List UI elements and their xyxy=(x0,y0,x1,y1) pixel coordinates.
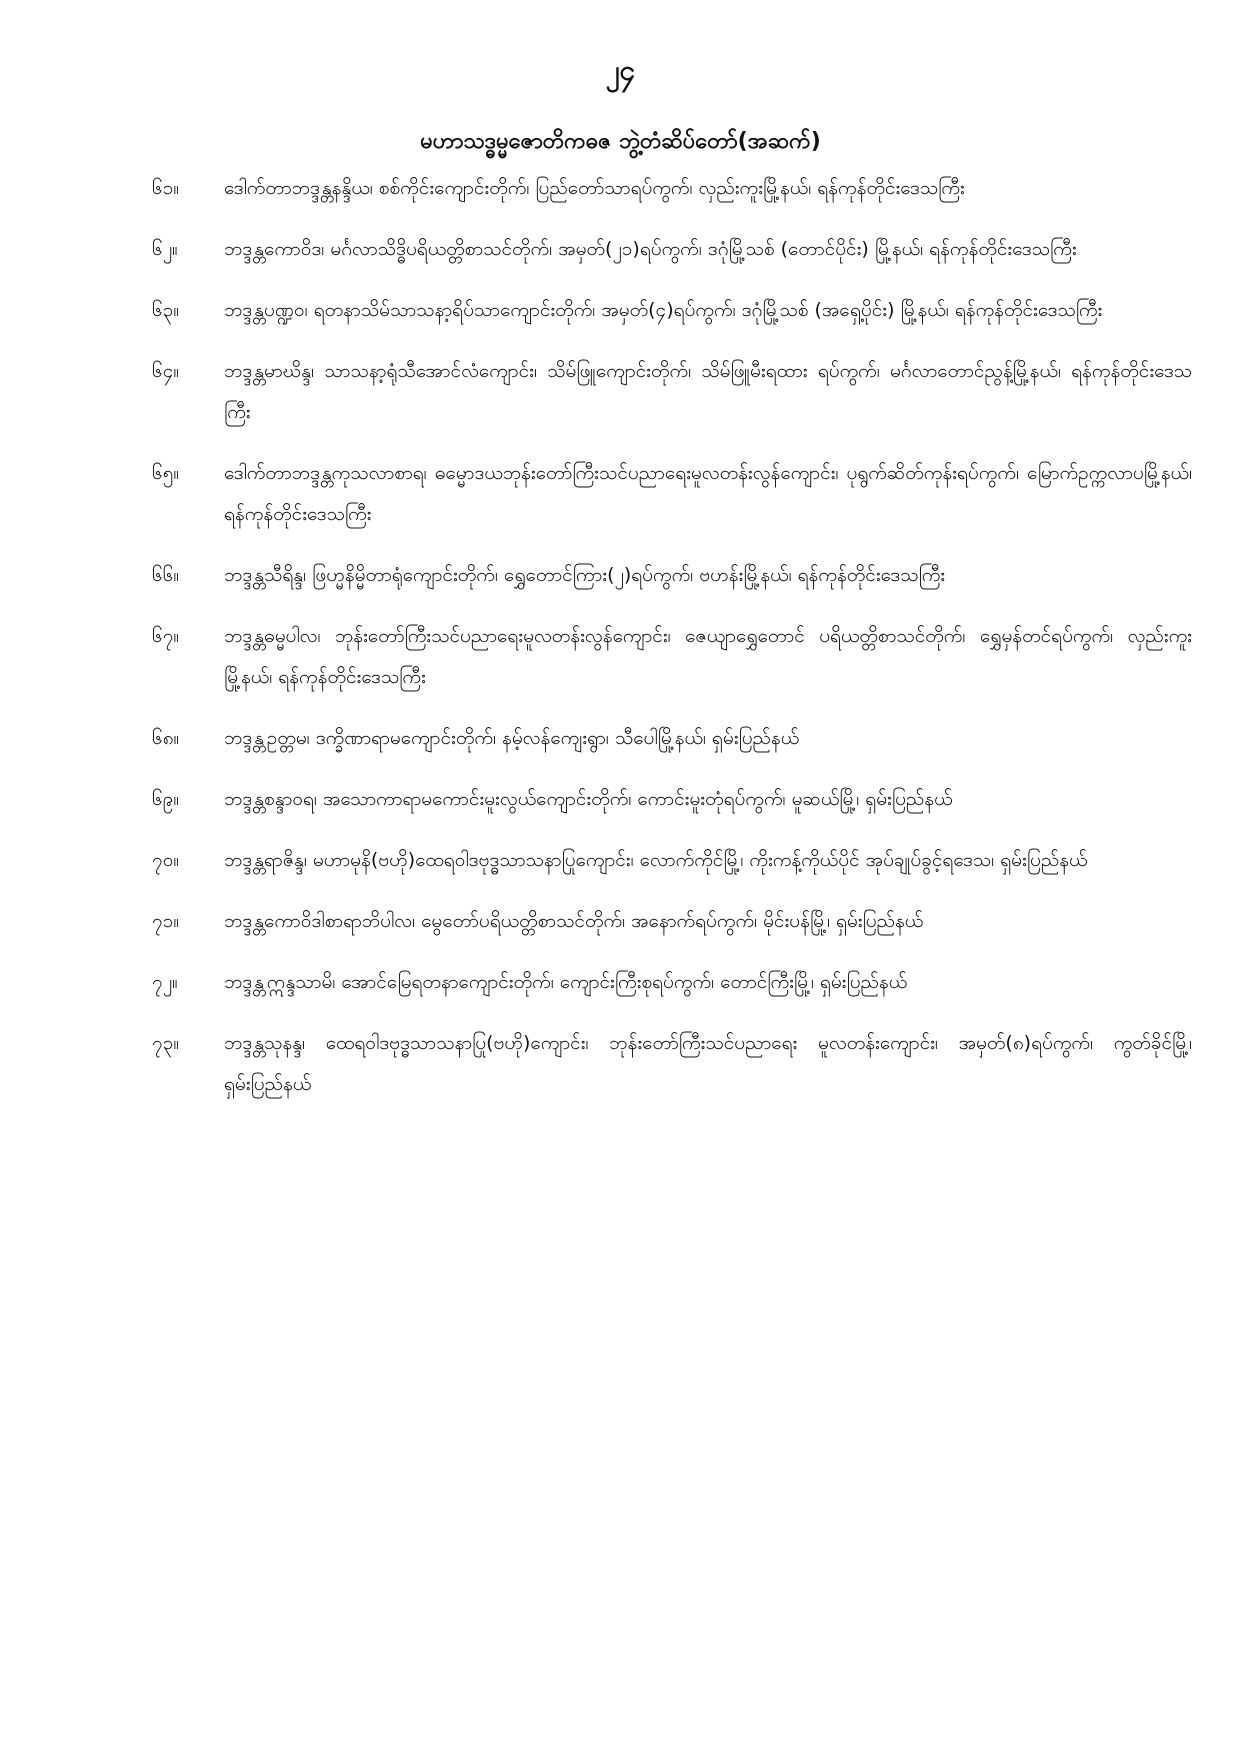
entry-text: ဘဒ္ဒန္တဓမ္မပါလ၊ ဘုန်းတော်ကြီးသင်ပညာရေးမူလတန်းလွန်ကျောင်း၊ ဇေယျာရွှေတောင် ပရိယတ္တိစာသင်တိုက်၊ ရွှေမှန်တင်ရပ်ကွက်၊ လှည်းကူးမြို့နယ်၊ ရန်ကုန်တိုင်းဒေသကြီး xyxy=(224,625,1192,688)
list-item xyxy=(152,779,1192,820)
entry-text: ဘဒ္ဒန္တကောဝိဒ၊ မင်္ဂလာသိဒ္ဓိပရိယတ္တိစာသင်တိုက်၊ အမှတ်(၂၁)ရပ်ကွက်၊ ဒဂုံမြို့သစ် (တောင်ပိုင်း) မြို့နယ်၊ ရန်ကုန်တိုင်းဒေသကြီး xyxy=(224,238,1077,260)
entry-number: ၆၅။ xyxy=(152,462,180,484)
entry-text: ဘဒ္ဒန္တစန္ဒာဝရ၊ အသောကာရာမကောင်းမူးလွယ်ကျောင်းတိုက်၊ ကောင်းမူးတုံရပ်ကွက်၊ မူဆယ်မြို့၊ ရှမ်းပြည်နယ် xyxy=(224,788,953,810)
entry-text: ဘဒ္ဒန္တပဏ္ဍဝ၊ ရတနာသိမ်သာသနာ့ရိပ်သာကျောင်းတိုက်၊ အမှတ်(၄)ရပ်ကွက်၊ ဒဂုံမြို့သစ် (အရှေ့ပိုင်း) မြို့နယ်၊ ရန်ကုန်တိုင်းဒေသကြီး xyxy=(224,299,1103,321)
entry-number: ၇၂။ xyxy=(152,971,178,993)
list-item xyxy=(152,718,1192,759)
entry-number: ၇၁။ xyxy=(152,910,180,932)
list-item xyxy=(152,555,1192,596)
entry-number: ၆၄။ xyxy=(152,360,180,382)
entry-number: ၆၆။ xyxy=(152,564,180,586)
list-item xyxy=(152,962,1192,1003)
entry-number: ၆၃။ xyxy=(152,299,180,321)
entry-list xyxy=(152,168,1192,1125)
entry-text: ဘဒ္ဒန္တသုနန္ဒ၊ ထေရဝါဒဗုဒ္ဓသာသနာပြု(ဗဟို)ကျောင်း၊ ဘုန်းတော်ကြီးသင်ပညာရေး မူလတန်းကျောင်း၊ အမှတ်(၈)ရပ်ကွက်၊ ကွတ်ခိုင်မြို့၊ ရှမ်းပြည်နယ် xyxy=(224,1032,1192,1095)
entry-number: ၆၉။ xyxy=(152,788,180,810)
entry-number: ၆၁။ xyxy=(152,177,180,199)
entry-number: ၆၂။ xyxy=(152,238,178,260)
page-number: ၂၄ xyxy=(605,54,636,87)
list-item xyxy=(152,616,1192,698)
list-item xyxy=(152,901,1192,942)
list-item xyxy=(152,840,1192,881)
entry-text: ဘဒ္ဒန္တရာဇိန္ဒ၊ မဟာမုနိ(ဗဟို)ထေရဝါဒဗုဒ္ဓသာသနာပြုကျောင်း၊ လောက်ကိုင်မြို့၊ ကိုးကန့်ကိုယ်ပိုင် အုပ်ချုပ်ခွင့်ရဒေသ၊ ရှမ်းပြည်နယ် xyxy=(224,849,1088,871)
list-item xyxy=(152,351,1192,433)
entry-text: ဘဒ္ဒန္တဣန္ဒသာမိ၊ အောင်မြေရတနာကျောင်းတိုက်၊ ကျောင်းကြီးစုရပ်ကွက်၊ တောင်ကြီးမြို့၊ ရှမ်းပြည်နယ် xyxy=(224,971,908,993)
list-item xyxy=(152,1023,1192,1105)
list-item xyxy=(152,168,1192,209)
entry-text: ဘဒ္ဒန္တကောဝိဒါစာရာဘိပါလ၊ မွေတော်ပရိယတ္တိစာသင်တိုက်၊ အနောက်ရပ်ကွက်၊ မိုင်းပန်မြို့၊ ရှမ်းပြည်နယ် xyxy=(224,910,924,932)
list-item xyxy=(152,453,1192,535)
entry-number: ၆၇။ xyxy=(152,625,180,647)
entry-number: ၇၃။ xyxy=(152,1032,180,1054)
entry-number: ၆၈။ xyxy=(152,727,180,749)
entry-number: ၇၀။ xyxy=(152,849,180,871)
entry-text: ဘဒ္ဒန္တမာဃိန္ဒ၊ သာသနာ့ရုံသီအောင်လံကျောင်း၊ သိမ်ဖြူကျောင်းတိုက်၊ သိမ်ဖြူမီးရထား ရပ်ကွက်၊ မင်္ဂလာတောင်ညွန့်မြို့နယ်၊ ရန်ကုန်တိုင်းဒေသကြီး xyxy=(224,360,1192,423)
entry-text: ဒေါက်တာဘဒ္ဒန္တကုသလာစာရ၊ ဓမ္မောဒယဘုန်းတော်ကြီးသင်ပညာရေးမူလတန်းလွန်ကျောင်း၊ ပုရွက်ဆိတ်ကုန်းရပ်ကွက်၊ မြောက်ဥက္ကလာပမြို့နယ်၊ ရန်ကုန်တိုင်းဒေသကြီး xyxy=(224,462,1192,525)
list-item xyxy=(152,290,1192,331)
entry-text: ဘဒ္ဒန္တဥတ္တမ၊ ဒက္ခိဏာရာမကျောင်းတိုက်၊ နမ့်လန်ကျေးရွာ၊ သီပေါမြို့နယ်၊ ရှမ်းပြည်နယ် xyxy=(224,727,800,749)
list-item xyxy=(152,229,1192,270)
entry-text: ဘဒ္ဒန္တသီရိန္ဒ၊ ဖြဟ္မနိမ္မိတာရုံကျောင်းတိုက်၊ ရွှေတောင်ကြား(၂)ရပ်ကွက်၊ ဗဟန်းမြို့နယ်၊ ရန်ကုန်တိုင်းဒေသကြီး xyxy=(224,564,946,586)
page-title: မဟာသဒ္ဓမ္မဇောတိကဓဇ ဘွဲ့တံဆိပ်တော်(အဆက်) xyxy=(420,129,821,154)
entry-text: ဒေါက်တာဘဒ္ဒန္တနန္ဒိယ၊ စစ်ကိုင်းကျောင်းတိုက်၊ ပြည်တော်သာရပ်ကွက်၊ လှည်းကူးမြို့နယ်၊ ရန်ကုန်တိုင်းဒေသကြီး xyxy=(224,177,965,199)
